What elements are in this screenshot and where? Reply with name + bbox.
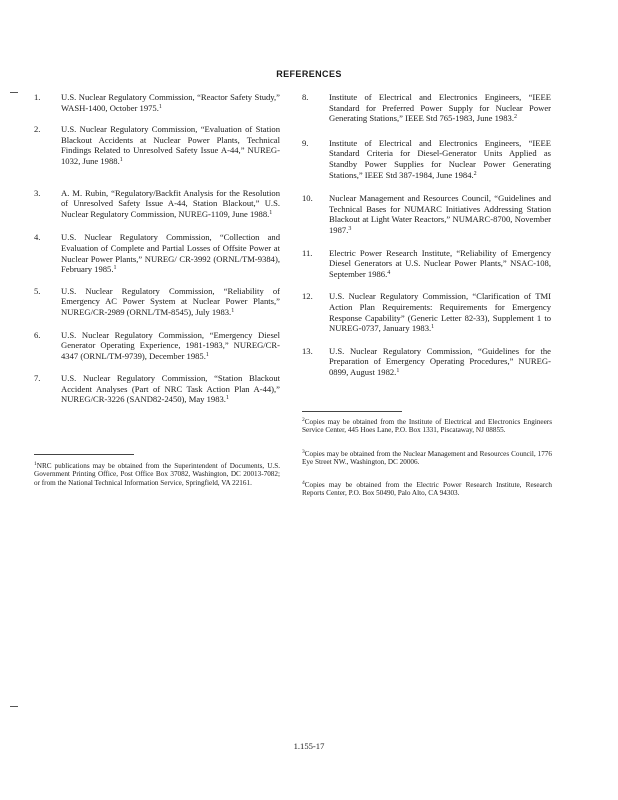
reference-number: 3. bbox=[34, 187, 41, 198]
margin-tick-top bbox=[10, 92, 18, 93]
footnote-1: $^1$NRC publications may be obtained from the Superintendent of Documents, U.S. Government Printing Office, Post Office Box 37082, Washington, DC 20013-7082; or from the National Technical Information Service, Springfield, VA 22161. bbox=[34, 461, 280, 487]
footnote-marker: 4 bbox=[387, 269, 391, 276]
reference-number: 5. bbox=[34, 285, 41, 296]
reference-item bbox=[302, 138, 552, 180]
footnote-marker: 1 bbox=[119, 156, 123, 163]
footnote-marker: 3 bbox=[348, 225, 352, 232]
footnote-marker: 1 bbox=[225, 395, 229, 402]
reference-number: 10. bbox=[302, 193, 313, 204]
footnote-rule-left bbox=[34, 454, 134, 455]
reference-number: 4. bbox=[34, 232, 41, 243]
reference-item bbox=[302, 248, 552, 280]
reference-text: Institute of Electrical and Electronics Engineers, “IEEE Standard for Preferred Power Supply for Nuclear Power Generating Stations,” IEEE Std 765-1983, June 1983.$^2$ bbox=[329, 92, 551, 124]
references-heading: REFERENCES bbox=[276, 69, 342, 79]
reference-item bbox=[34, 92, 280, 113]
reference-number: 8. bbox=[302, 92, 309, 102]
reference-text: U.S. Nuclear Regulatory Commission, “Clarification of TMI Action Plan Requirements: Requirements for Emergency Response Capability” (Generic Letter 82-33), Supplement 1 to NUREG-0737, January 1983.$^1$ bbox=[329, 291, 551, 334]
reference-number: 11. bbox=[302, 247, 313, 258]
reference-item bbox=[302, 291, 552, 333]
reference-text: Nuclear Management and Resources Council, “Guidelines and Technical Bases for NUMARC Initiatives Addressing Station Blackout at Light Water Reactors,” NUMARC-8700, November 1987.$^3$ bbox=[329, 193, 551, 235]
reference-text: U.S. Nuclear Regulatory Commission, “Evaluation of Station Blackout Accidents at Nuclear Power Plants, Technical Findings Related to Unresolved Safety Issue A-44,” NUREG-1032, June 1988.$^1$ bbox=[61, 124, 280, 166]
footnote-marker: 2 bbox=[513, 114, 517, 121]
reference-item bbox=[34, 330, 280, 362]
footnote-marker: 1 bbox=[205, 351, 209, 358]
reference-item bbox=[34, 286, 280, 318]
footnote-marker: 1 bbox=[396, 367, 400, 374]
footnote-marker: 1 bbox=[431, 324, 435, 331]
reference-number: 2. bbox=[34, 124, 41, 135]
footnote-marker: 2 bbox=[473, 170, 477, 177]
footnote-marker: 1 bbox=[113, 265, 117, 272]
margin-tick-bottom bbox=[10, 706, 18, 707]
footnote-mark: 3 bbox=[302, 449, 305, 455]
reference-number: 9. bbox=[302, 137, 309, 148]
reference-item bbox=[34, 232, 280, 274]
footnote-rule-right bbox=[302, 411, 402, 412]
reference-text: U.S. Nuclear Regulatory Commission, “Reactor Safety Study,” WASH-1400, October 1975.$^1$ bbox=[61, 92, 280, 113]
reference-number: 12. bbox=[302, 291, 313, 302]
references-left-column bbox=[34, 92, 280, 405]
footnote-3: $^3$Copies may be obtained from the Nuclear Management and Resources Council, 1776 Eye Street NW., Washington, DC 20006. bbox=[302, 449, 552, 467]
footnote-4: $^4$Copies may be obtained from the Electric Power Research Institute, Research Reports Center, P.O. Box 50490, Palo Alto, CA 94303. bbox=[302, 480, 552, 498]
reference-number: 13. bbox=[302, 345, 313, 356]
reference-text: U.S. Nuclear Regulatory Commission, “Emergency Diesel Generator Operating Experience, 1981-1983,” NUREG/CR-4347 (ORNL/TM-9739), December 1985.$^1$ bbox=[61, 329, 280, 361]
footnote-marker: 1 bbox=[158, 103, 162, 110]
reference-text: Institute of Electrical and Electronics Engineers, “IEEE Standard Criteria for Diesel-Generator Units Applied as Standby Power Supplies for Nuclear Power Generating Stations,” IEEE Std 387-1984, June 1984.$^2$ bbox=[329, 137, 551, 180]
reference-text: U.S. Nuclear Regulatory Commission, “Guidelines for the Preparation of Emergency Operating Procedures,” NUREG-0899, August 1982.$^1$ bbox=[329, 345, 551, 377]
references-right-column bbox=[302, 92, 552, 377]
reference-text: Electric Power Research Institute, “Reliability of Emergency Diesel Generators at U.S. Nuclear Power Plants,” NSAC-108, September 1986.$^4$ bbox=[329, 247, 551, 279]
footnote-mark: 2 bbox=[302, 417, 305, 423]
reference-text: U.S. Nuclear Regulatory Commission, “Station Blackout Accident Analyses (Part of NRC Task Action Plan A-44),” NUREG/CR-3226 (SAND82-2450), May 1983.$^1$ bbox=[61, 373, 280, 405]
footnote-marker: 1 bbox=[269, 209, 273, 216]
reference-number: 7. bbox=[34, 373, 41, 384]
reference-item bbox=[302, 92, 552, 124]
reference-text: U.S. Nuclear Regulatory Commission, “Reliability of Emergency AC Power System at Nuclear Power Plants,” NUREG/CR-2989 (ORNL/TM-8545), July 1983.$^1$ bbox=[61, 285, 280, 317]
reference-item bbox=[34, 188, 280, 220]
reference-item bbox=[34, 373, 280, 405]
reference-item bbox=[34, 124, 280, 166]
reference-number: 1. bbox=[34, 92, 41, 102]
reference-text: A. M. Rubin, “Regulatory/Backfit Analysis for the Resolution of Unresolved Safety Issue A-44, Station Blackout,” U.S. Nuclear Regulatory Commission, NUREG-1109, June 1988.$^1$ bbox=[61, 187, 280, 219]
reference-item bbox=[302, 346, 552, 378]
footnote-2: $^2$Copies may be obtained from the Institute of Electrical and Electronics Engineers Service Center, 445 Hoes Lane, P.O. Box 1331, Piscataway, NJ 08855. bbox=[302, 417, 552, 435]
reference-item bbox=[302, 193, 552, 235]
footnote-mark: 1 bbox=[34, 461, 37, 467]
footnote-mark: 4 bbox=[302, 480, 305, 486]
reference-number: 6. bbox=[34, 329, 41, 340]
page-number: 1.155-17 bbox=[293, 741, 325, 751]
reference-text: U.S. Nuclear Regulatory Commission, “Collection and Evaluation of Complete and Partial Losses of Offsite Power at Nuclear Power Plants,” NUREG/ CR-3992 (ORNL/TM-9384), February 1985.$^1$ bbox=[61, 232, 280, 275]
footnote-marker: 1 bbox=[231, 307, 235, 314]
